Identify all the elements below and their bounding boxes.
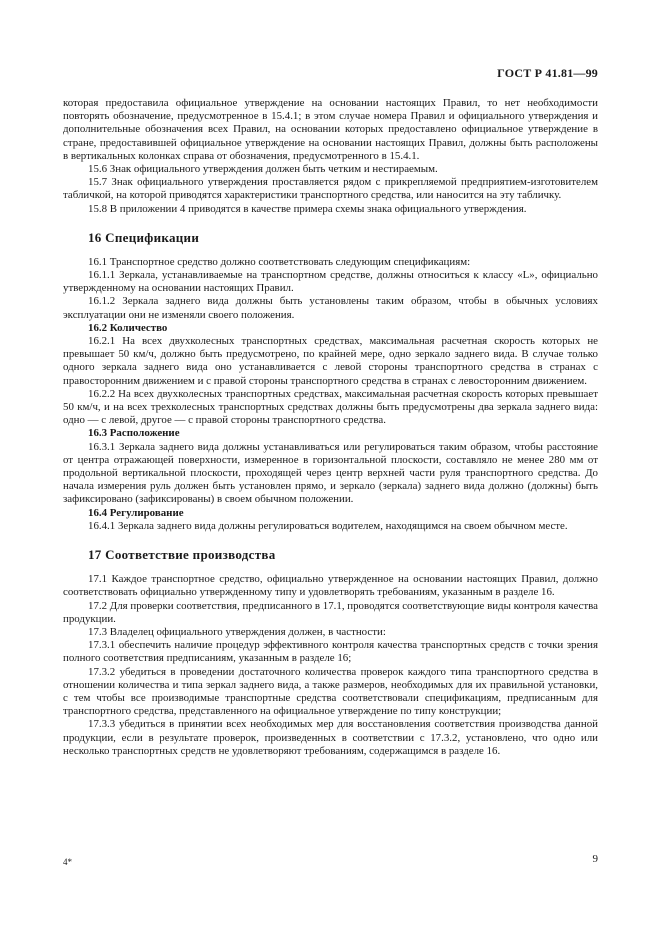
page-number: 9 xyxy=(592,853,598,865)
page-body xyxy=(63,97,598,758)
section-17-title: 17 Соответствие производства xyxy=(88,547,276,563)
paragraph: которая предоставила официальное утверждение на основании настоящих Правил, то нет необходимости повторять обозначение, предусмотренное в 15.4.1; в этом случае номера Правил и официального утверждения и дополнительные обозначения всех Правил, на основании которых предоставлено официальное утверждение в стране, предоставившей официальное утверждение на основании настоящих Правил, должны быть расположены в вертикальных колонках справа от обозначения, предусмотренного в 15.4.1. xyxy=(63,97,598,162)
document-code: ГОСТ Р 41.81—99 xyxy=(497,66,598,80)
subsection-heading: 16.3 Расположение xyxy=(88,427,180,440)
section-16-title: 16 Спецификации xyxy=(88,229,200,245)
paragraph: 16.4.1 Зеркала заднего вида должны регулироваться водителем, находящимся на своем обычном месте. xyxy=(88,519,568,532)
paragraph: 16.1 Транспортное средство должно соответствовать следующим спецификациям: xyxy=(88,255,471,268)
paragraph: 17.3.2 убедиться в проведении достаточного количества проверок каждого типа транспортного средства в отношении количества и типа зеркал заднего вида, а также размеров, необходимых для их правильной установки, с тем чтобы все производимые транспортные средства соответствовали спецификациям, предписанным для транспортного средства, представленного на официальное утверждение по типу конструкции; xyxy=(63,665,598,718)
sheet-mark: 4* xyxy=(63,857,72,867)
paragraph: 15.7 Знак официального утверждения проставляется рядом с прикрепляемой предприятием-изготовителем табличкой, на которой приводятся характеристики транспортного средства, или наносится на эту табличку. xyxy=(63,176,598,202)
paragraph: 16.2.2 На всех двухколесных транспортных средствах, максимальная расчетная скорость которых превышает 50 км/ч, и на всех трехколесных транспортных средствах должны быть предусмотрены два зеркала заднего вида: одно — с левой, другое — с правой стороны транспортного средства. xyxy=(63,387,598,427)
paragraph: 16.1.2 Зеркала заднего вида должны быть установлены таким образом, чтобы в обычных условиях эксплуатации они не изменяли своего положения. xyxy=(63,295,598,321)
paragraph: 15.8 В приложении 4 приводятся в качестве примера схемы знака официального утверждения. xyxy=(88,202,527,215)
paragraph: 17.3.3 убедиться в принятии всех необходимых мер для восстановления соответствия производства данной продукции, если в результате проверок, произведенных в соответствии с 17.3.2, установлено, что одно или несколько транспортных средств не удовлетворяют требованиям, содержащимся в разделе 16. xyxy=(63,718,598,757)
paragraph: 16.3.1 Зеркала заднего вида должны устанавливаться или регулироваться таким образом, чтобы расстояние от центра отражающей поверхности, измеренное в горизонтальной плоскости, составляло не менее 280 мм от продольной вертикальной плоскости, проходящей через центр верхней части руля транспортного средства. До начала измерения руль должен быть установлен прямо, и зеркало (зеркала) заднего вида должно (должны) быть зафиксировано (зафиксированы) в своем обычном положении. xyxy=(63,440,598,506)
paragraph: 17.1 Каждое транспортное средство, официально утвержденное на основании настоящих Правил, должно соответствовать официально утвержденному типу и удовлетворять требованиям, указанным в разделе 16. xyxy=(63,573,598,599)
paragraph: 17.2 Для проверки соответствия, предписанного в 17.1, проводятся соответствующие виды контроля качества продукции. xyxy=(63,599,598,625)
paragraph: 17.3.1 обеспечить наличие процедур эффективного контроля качества транспортных средств с точки зрения полного соответствия предписаниям, указанным в разделе 16; xyxy=(63,639,598,665)
subsection-heading: 16.4 Регулирование xyxy=(88,506,184,519)
paragraph: 15.6 Знак официального утверждения должен быть четким и нестираемым. xyxy=(88,163,438,176)
paragraph: 16.2.1 На всех двухколесных транспортных средствах, максимальная расчетная скорость которых не превышает 50 км/ч, должно быть предусмотрено, по крайней мере, одно зеркало заднего вида. В случае только одного зеркала заднего вида оно устанавливается с левой стороны транспортного средства в странах с правосторонним движением и с правой стороны транспортного средства в странах с левосторонним движением. xyxy=(63,335,598,387)
paragraph: 16.1.1 Зеркала, устанавливаемые на транспортном средстве, должны относиться к классу «L», официально утвержденному на основании настоящих Правил. xyxy=(63,269,598,295)
subsection-heading: 16.2 Количество xyxy=(88,321,168,334)
paragraph: 17.3 Владелец официального утверждения должен, в частности: xyxy=(88,625,386,638)
